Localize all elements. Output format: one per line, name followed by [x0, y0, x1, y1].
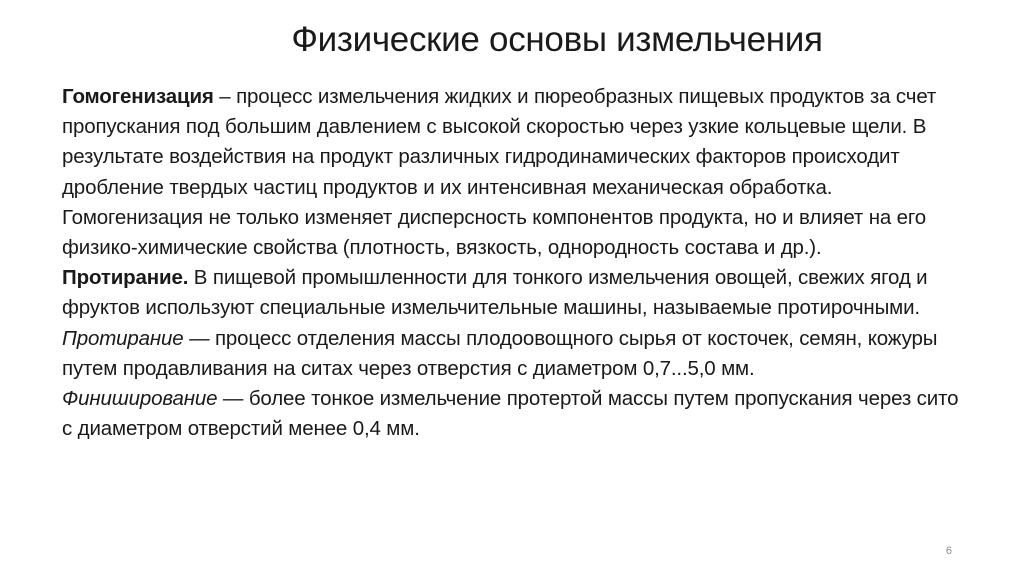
definition-finishing: — более тонкое измельчение протертой массы путем пропускания через сито с диаметром отверстий менее 0,4 мм. — [62, 387, 959, 441]
paragraph-homogenization — [62, 82, 962, 263]
paragraph-finishing — [62, 384, 962, 444]
definition-wiping: — процесс отделения массы плодоовощного сырья от косточек, семян, кожуры путем продавливания на ситах через отверстия с диаметром 0,7...5,0 мм. — [62, 326, 938, 380]
slide-body — [62, 82, 962, 444]
slide-number: 6 — [945, 545, 952, 557]
term-wiping: Протирание — [62, 326, 184, 350]
paragraph-wiping-intro — [62, 263, 962, 323]
slide-title: Физические основы измельчения — [291, 20, 823, 59]
definition-homogenization: – процесс измельчения жидких и пюреобразных пищевых продуктов за счет пропускания под большим давлением с высокой скоростью через узкие кольцевые щели. В результате воздействия на продукт различных гидродинамических факторов происходит дробление твердых частиц продуктов и их интенсивная механическая обработка. Гомогенизация не только изменяет дисперсность компонентов продукта, но и влияет на его физико-химические свойства (плотность, вязкость, однородность состава и др.). — [62, 85, 937, 260]
term-homogenization: Гомогенизация — [62, 85, 214, 108]
term-wiping-intro: Протирание. — [62, 266, 189, 290]
text-wiping-intro: В пищевой промышленности для тонкого измельчения овощей, свежих ягод и фруктов используют специальные измельчительные машины, называемые протирочными. — [62, 266, 928, 320]
paragraph-wiping-definition — [62, 324, 962, 384]
term-finishing: Финиширование — [62, 387, 218, 411]
